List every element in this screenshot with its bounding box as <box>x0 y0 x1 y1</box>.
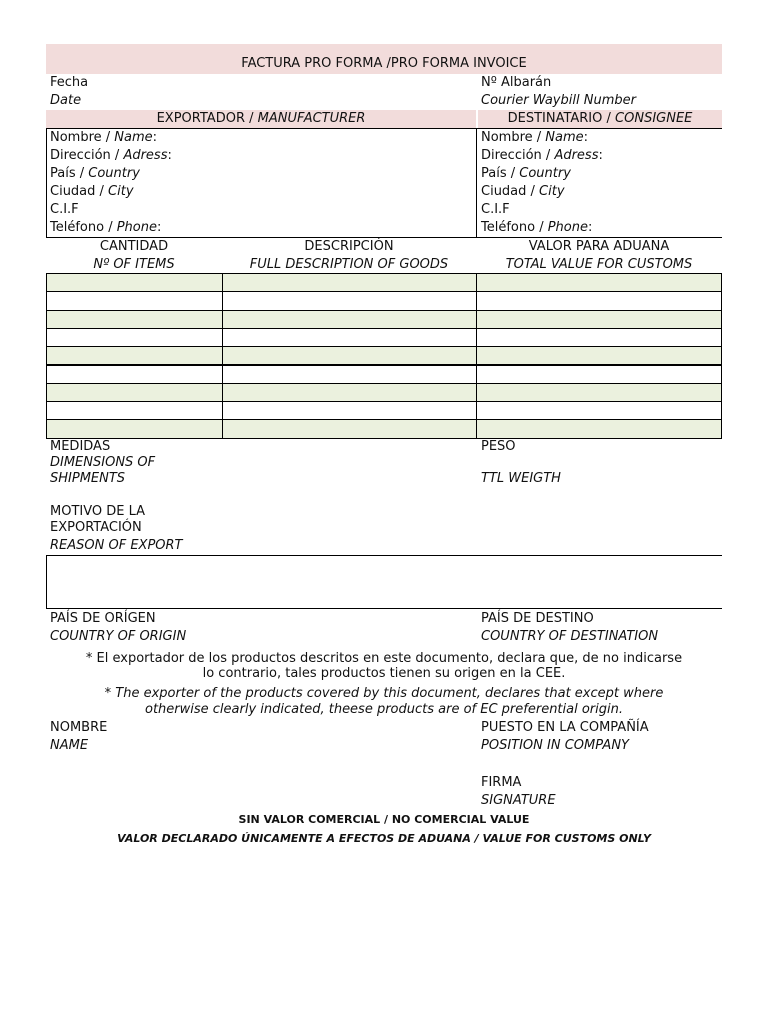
quantity-cell[interactable] <box>46 346 223 365</box>
reason-input-box[interactable] <box>46 555 722 609</box>
date-label-en: Date <box>50 93 82 108</box>
quantity-cell[interactable] <box>46 273 223 292</box>
declaration-en-line2: otherwise clearly indicated, theese products are of EC preferential origin. <box>145 702 623 717</box>
position-label-es: PUESTO EN LA COMPAÑÍA <box>481 720 649 735</box>
exporter-name-field: Nombre / Name: <box>50 130 158 145</box>
value-cell[interactable] <box>476 310 722 329</box>
description-cell[interactable] <box>222 365 477 384</box>
footer-no-commercial-value: SIN VALOR COMERCIAL / NO COMERCIAL VALUE <box>238 813 530 826</box>
origin-label-en: COUNTRY OF ORIGIN <box>50 629 187 644</box>
consignee-country-field: País / Country <box>481 166 571 181</box>
origin-label-es: PAÍS DE ORÍGEN <box>50 611 156 626</box>
value-cell[interactable] <box>476 291 722 310</box>
quantity-cell[interactable] <box>46 328 223 347</box>
weight-label-en: TTL WEIGTH <box>481 471 561 486</box>
waybill-label-en: Courier Waybill Number <box>481 93 636 108</box>
description-cell[interactable] <box>222 383 477 402</box>
name-label-es: NOMBRE <box>50 720 108 735</box>
quantity-cell[interactable] <box>46 383 223 402</box>
exporter-header: EXPORTADOR / MANUFACTURER <box>156 111 366 126</box>
box-divider-line <box>476 128 477 238</box>
consignee-phone-field: Teléfono / Phone: <box>481 220 593 235</box>
description-cell[interactable] <box>222 328 477 347</box>
declaration-es-line1: * El exportador de los productos descritos en este documento, declara que, de no indicarse <box>85 651 683 666</box>
exporter-city-field: Ciudad / City <box>50 184 134 199</box>
value-cell[interactable] <box>476 328 722 347</box>
exporter-phone-field: Teléfono / Phone: <box>50 220 162 235</box>
col-value-header-es: VALOR PARA ADUANA <box>528 239 670 254</box>
description-cell[interactable] <box>222 310 477 329</box>
col-description-header-en: FULL DESCRIPTION OF GOODS <box>249 257 449 272</box>
value-cell[interactable] <box>476 383 722 402</box>
measures-label-en-1: DIMENSIONS OF <box>50 455 156 470</box>
consignee-name-field: Nombre / Name: <box>481 130 589 145</box>
value-cell[interactable] <box>476 401 722 420</box>
col-quantity-header-en: Nº OF ITEMS <box>93 257 175 272</box>
exporter-address-field: Dirección / Adress: <box>50 148 172 163</box>
consignee-city-field: Ciudad / City <box>481 184 565 199</box>
consignee-cif-field: C.I.F <box>481 202 510 217</box>
signature-label-es: FIRMA <box>481 775 522 790</box>
consignee-address-field: Dirección / Adress: <box>481 148 603 163</box>
reason-label-en: REASON OF EXPORT <box>50 538 183 553</box>
position-label-en: POSITION IN COMPANY <box>481 738 629 753</box>
page-title: FACTURA PRO FORMA /PRO FORMA INVOICE <box>241 56 527 71</box>
footer-customs-only: VALOR DECLARADO ÚNICAMENTE A EFECTOS DE ADUANA / VALUE FOR CUSTOMS ONLY <box>117 832 651 845</box>
value-cell[interactable] <box>476 419 722 438</box>
declaration-en-line1: * The exporter of the products covered by this document, declares that except where <box>104 686 664 701</box>
quantity-cell[interactable] <box>46 365 223 384</box>
col-value-header-en: TOTAL VALUE FOR CUSTOMS <box>505 257 693 272</box>
value-cell[interactable] <box>476 346 722 365</box>
col-quantity-header-es: CANTIDAD <box>99 239 169 254</box>
date-label-es: Fecha <box>50 75 89 90</box>
consignee-header: DESTINATARIO / CONSIGNEE <box>507 111 693 126</box>
value-cell[interactable] <box>476 273 722 292</box>
value-cell[interactable] <box>476 365 722 384</box>
signature-label-en: SIGNATURE <box>481 793 556 808</box>
description-cell[interactable] <box>222 273 477 292</box>
quantity-cell[interactable] <box>46 401 223 420</box>
quantity-cell[interactable] <box>46 419 223 438</box>
exporter-country-field: País / Country <box>50 166 140 181</box>
description-cell[interactable] <box>222 291 477 310</box>
declaration-es-line2: lo contrario, tales productos tienen su origen en la CEE. <box>202 666 566 681</box>
reason-label-es-1: MOTIVO DE LA <box>50 504 146 519</box>
description-cell[interactable] <box>222 419 477 438</box>
destination-label-en: COUNTRY OF DESTINATION <box>481 629 659 644</box>
quantity-cell[interactable] <box>46 310 223 329</box>
items-table <box>46 273 722 438</box>
name-label-en: NAME <box>50 738 89 753</box>
exporter-cif-field: C.I.F <box>50 202 79 217</box>
description-cell[interactable] <box>222 346 477 365</box>
destination-label-es: PAÍS DE DESTINO <box>481 611 594 626</box>
description-cell[interactable] <box>222 401 477 420</box>
box-left-line <box>46 128 47 238</box>
reason-label-es-2: EXPORTACIÓN <box>50 520 142 535</box>
col-description-header-es: DESCRIPCIÓN <box>304 239 394 254</box>
measures-label-es: MEDIDAS <box>50 439 111 454</box>
measures-label-en-2: SHIPMENTS <box>50 471 126 486</box>
quantity-cell[interactable] <box>46 291 223 310</box>
weight-label-es: PESO <box>481 439 516 454</box>
waybill-label-es: Nº Albarán <box>481 75 552 90</box>
